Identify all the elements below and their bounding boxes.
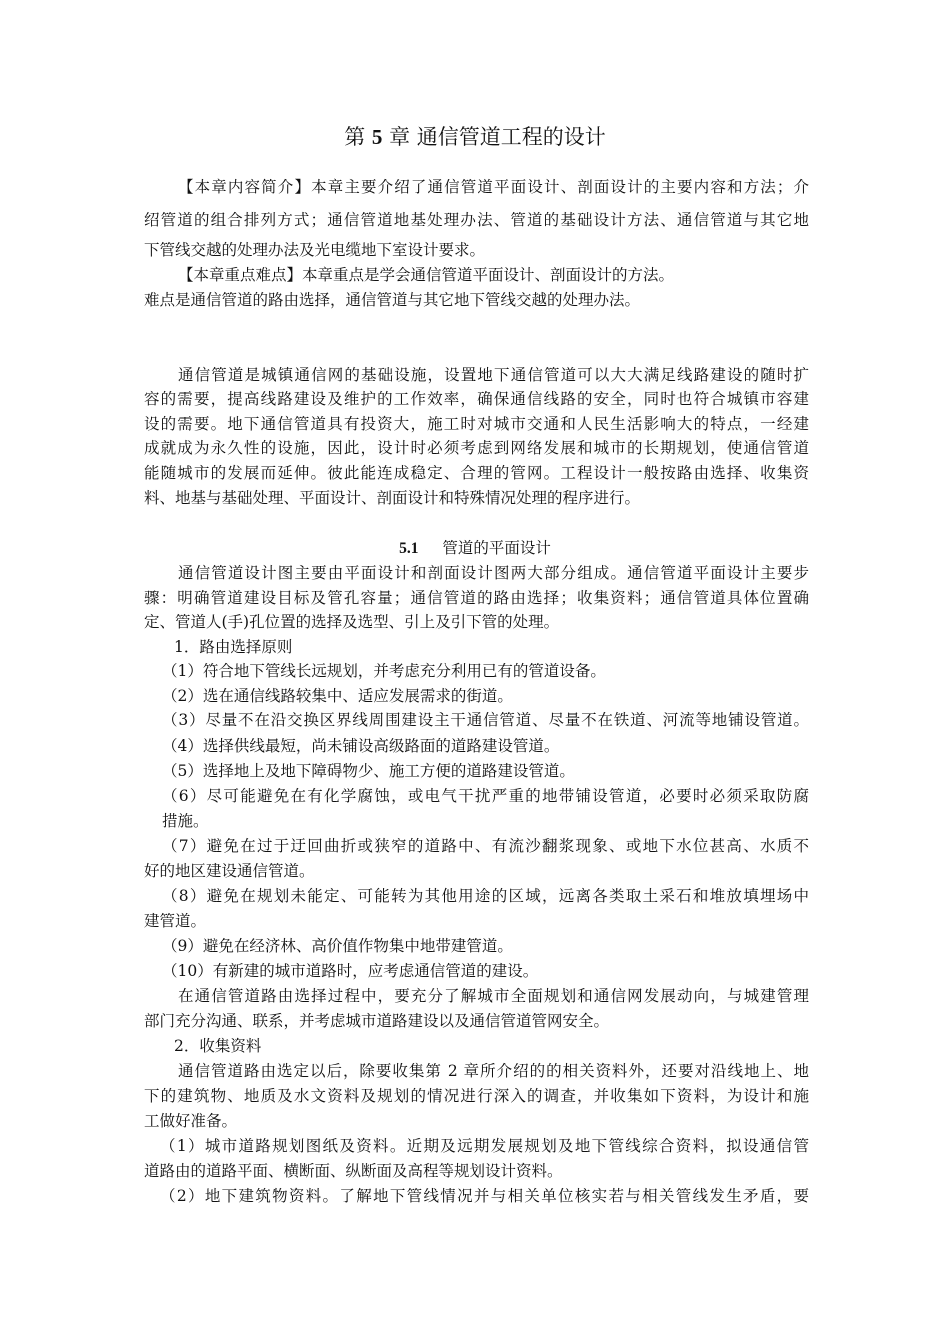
- intro-line: 【本章重点难点】本章重点是学会通信管道平面设计、剖面设计的方法。: [178, 266, 675, 284]
- paragraph-line: 能随城市的发展而延伸。彼此能连成稳定、合理的管网。工程设计一般按路由选择、收集资: [144, 464, 809, 482]
- body-line: 建管道。: [144, 912, 207, 930]
- paragraph-line: 设的需要。地下通信管道具有投资大，施工时对城市交通和人民生活影响大的特点，一经建: [144, 415, 809, 433]
- paragraph-line: 通信管道是城镇通信网的基础设施，设置地下通信管道可以大大满足线路建设的随时扩: [178, 366, 809, 384]
- chapter-title-prefix: 第: [344, 125, 366, 149]
- body-line: （7）避免在过于迂回曲折或狭窄的道路中、有流沙翻浆现象、或地下水位甚高、水质不: [162, 837, 809, 855]
- paragraph-line: 料、地基与基础处理、平面设计、剖面设计和特殊情况处理的程序进行。: [144, 489, 641, 507]
- body-line: （1）符合地下管线长远规划，并考虑充分利用已有的管道设备。: [162, 662, 606, 680]
- body-heading: 1．路由选择原则: [174, 638, 293, 656]
- body-line: （9）避免在经济林、高价值作物集中地带建管道。: [162, 937, 513, 955]
- body-heading: 2．收集资料: [174, 1037, 262, 1055]
- chapter-title-text: 章 通信管道工程的设计: [389, 125, 606, 149]
- intro-line: 难点是通信管道的路由选择，通信管道与其它地下管线交越的处理办法。: [144, 291, 641, 309]
- body-line: （1）城市道路规划图纸及资料。近期及远期发展规划及地下管线综合资料，拟设通信管: [160, 1137, 809, 1155]
- intro-line: 下管线交越的处理办法及光电缆地下室设计要求。: [144, 241, 486, 259]
- paragraph-line: 容的需要，提高线路建设及维护的工作效率，确保通信线路的安全，同时也符合城镇市容建: [144, 390, 809, 408]
- body-line: 工做好准备。: [144, 1112, 238, 1130]
- body-line: （2）地下建筑物资料。了解地下管线情况并与相关单位核实若与相关管线发生矛盾，要: [160, 1187, 809, 1205]
- body-line: 部门充分沟通、联系，并考虑城市道路建设以及通信管道管网安全。: [144, 1012, 610, 1030]
- body-line: （6）尽可能避免在有化学腐蚀，或电气干扰严重的地带铺设管道，必要时必须采取防腐: [162, 787, 809, 805]
- body-line: （4）选择供线最短，尚未铺设高级路面的道路建设管道。: [162, 737, 560, 755]
- chapter-title: [0, 123, 950, 151]
- body-line: 在通信管道路由选择过程中，要充分了解城市全面规划和通信网发展动向，与城建管理: [178, 987, 809, 1005]
- intro-line: 绍管道的组合排列方式；通信管道地基处理办法、管道的基础设计方法、通信管道与其它地: [144, 211, 809, 229]
- section-heading: [0, 538, 950, 559]
- body-line: （10）有新建的城市道路时，应考虑通信管道的建设。: [162, 962, 539, 980]
- section-title: 管道的平面设计: [442, 539, 551, 557]
- body-line: 下的建筑物、地质及水文资料及规划的情况进行深入的调查，并收集如下资料，为设计和施: [144, 1087, 809, 1105]
- body-line: 措施。: [162, 812, 209, 830]
- chapter-number: 5: [371, 125, 383, 149]
- section-number: 5.1: [399, 540, 419, 557]
- body-line: 通信管道设计图主要由平面设计和剖面设计图两大部分组成。通信管道平面设计主要步: [178, 564, 809, 582]
- body-line: （2）选在通信线路较集中、适应发展需求的街道。: [162, 687, 513, 705]
- body-line: 骤：明确管道建设目标及管孔容量；通信管道的路由选择；收集资料；通信管道具体位置确: [144, 589, 809, 607]
- body-line: 道路由的道路平面、横断面、纵断面及高程等规划设计资料。: [144, 1162, 563, 1180]
- body-line: 通信管道路由选定以后，除要收集第 2 章所介绍的的相关资料外，还要对沿线地上、地: [178, 1062, 809, 1080]
- body-line: 定、管道人(手)孔位置的选择及选型、引上及引下管的处理。: [144, 613, 560, 631]
- body-line: （8）避免在规划未能定、可能转为其他用途的区域，远离各类取土采石和堆放填埋场中: [162, 887, 809, 905]
- body-line: （5）选择地上及地下障碍物少、施工方便的道路建设管道。: [162, 762, 575, 780]
- body-line: 好的地区建设通信管道。: [144, 862, 315, 880]
- intro-line: 【本章内容简介】本章主要介绍了通信管道平面设计、剖面设计的主要内容和方法；介: [178, 178, 809, 196]
- paragraph-line: 成就成为永久性的设施，因此，设计时必须考虑到网络发展和城市的长期规划，使通信管道: [144, 439, 809, 457]
- body-line: （3）尽量不在沿交换区界线周围建设主干通信管道、尽量不在铁道、河流等地铺设管道。: [162, 711, 809, 729]
